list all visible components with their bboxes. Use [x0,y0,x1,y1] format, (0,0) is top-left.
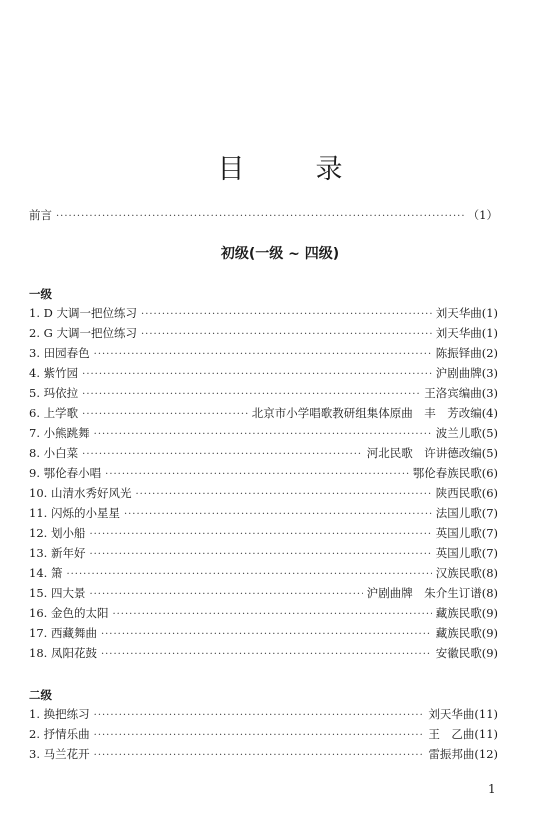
entry-title: 9. 鄂伦春小唱 [29,466,102,480]
entry-attribution-page: 北京市小学唱歌教研组集体原曲 丰 芳改编(4) [251,406,498,420]
dot-leader [82,365,432,385]
toc-entry [29,343,498,363]
toc-entry [29,523,498,543]
dot-leader [56,207,464,227]
entry-attribution-page: 藏族民歌(9) [435,606,498,620]
entry-title: 12. 划小船 [29,526,86,540]
entry-attribution-page: 陕西民歌(6) [435,486,498,500]
entry-title: 6. 上学歌 [29,406,79,420]
entry-attribution-page: 英国儿歌(7) [435,546,498,560]
page-title: 目 录 [217,154,365,185]
entry-attribution-page: 沪剧曲牌 朱介生订谱(8) [366,586,498,600]
entry-title: 11. 闪烁的小星星 [29,506,120,520]
dot-leader [94,425,432,445]
preface-entry [29,205,498,225]
dot-leader [105,465,409,485]
entry-title: 4. 紫竹园 [29,366,79,380]
entry-attribution-page: 刘天华曲(11) [428,707,498,721]
entry-title: 2. G 大调一把位练习 [29,326,137,340]
section-heading: 初级(一级 ~ 四级) [220,246,340,262]
toc-entry [29,443,498,463]
entry-attribution-page: 英国儿歌(7) [435,526,498,540]
dot-leader [124,505,432,525]
entry-title: 5. 玛依拉 [29,386,79,400]
dot-leader [94,746,425,766]
toc-entry [29,363,498,383]
dot-leader [82,445,363,465]
entry-title: 8. 小白菜 [29,446,79,460]
toc-entry [29,403,498,423]
dot-leader [101,625,432,645]
entry-title: 10. 山清水秀好风光 [29,486,132,500]
page-number: 1 [488,782,496,796]
toc-entry [29,704,498,724]
toc-entry [29,503,498,523]
toc-entry [29,303,498,323]
dot-leader [112,605,431,625]
toc-entry [29,744,498,764]
entry-attribution-page: 王 乙曲(11) [428,727,498,741]
entry-title: 16. 金色的太阳 [29,606,109,620]
dot-leader [101,645,432,665]
toc-entry [29,603,498,623]
entry-title: 1. 换把练习 [29,707,90,721]
entry-title: 7. 小熊跳舞 [29,426,90,440]
dot-leader [82,385,420,405]
dot-leader [141,305,432,325]
entry-title: 前言 [29,208,52,222]
dot-leader [89,525,431,545]
entry-attribution-page: 汉族民歌(8) [435,566,498,580]
dot-leader [89,545,431,565]
entry-title: 3. 马兰花开 [29,747,90,761]
toc-entry [29,483,498,503]
dot-leader [82,405,248,425]
toc-entry [29,724,498,744]
entry-attribution-page: 王洛宾编曲(3) [424,386,498,400]
dot-leader [94,345,432,365]
toc-entry [29,583,498,603]
dot-leader [94,706,425,726]
group-heading-level-1: 一级 [29,287,52,301]
toc-entry [29,643,498,663]
entry-page: （1） [467,208,498,222]
entry-title: 15. 四大景 [29,586,86,600]
entry-attribution-page: 刘天华曲(1) [435,326,498,340]
dot-leader [94,726,425,746]
entry-title: 17. 西藏舞曲 [29,626,97,640]
dot-leader [141,325,432,345]
toc-entry [29,423,498,443]
entry-attribution-page: 陈振铎曲(2) [435,346,498,360]
entry-attribution-page: 法国儿歌(7) [435,506,498,520]
entry-title: 13. 新年好 [29,546,86,560]
entry-title: 2. 抒情乐曲 [29,727,90,741]
entry-title: 3. 田园春色 [29,346,90,360]
entry-title: 18. 凤阳花鼓 [29,646,97,660]
dot-leader [89,585,362,605]
toc-entry [29,623,498,643]
entry-attribution-page: 安徽民歌(9) [435,646,498,660]
entry-attribution-page: 刘天华曲(1) [435,306,498,320]
toc-entry [29,323,498,343]
entry-attribution-page: 波兰儿歌(5) [435,426,498,440]
dot-leader [135,485,431,505]
entry-title: 1. D 大调一把位练习 [29,306,138,320]
dot-leader [66,565,431,585]
entry-title: 14. 箫 [29,566,63,580]
toc-entry [29,543,498,563]
group-heading-level-2: 二级 [29,688,52,702]
entry-attribution-page: 雷振邦曲(12) [428,747,498,761]
entry-attribution-page: 藏族民歌(9) [435,626,498,640]
toc-entry [29,563,498,583]
entry-attribution-page: 河北民歌 许讲德改编(5) [366,446,498,460]
entry-attribution-page: 鄂伦春族民歌(6) [412,466,498,480]
toc-entry [29,383,498,403]
toc-entry [29,463,498,483]
entry-attribution-page: 沪剧曲牌(3) [435,366,498,380]
